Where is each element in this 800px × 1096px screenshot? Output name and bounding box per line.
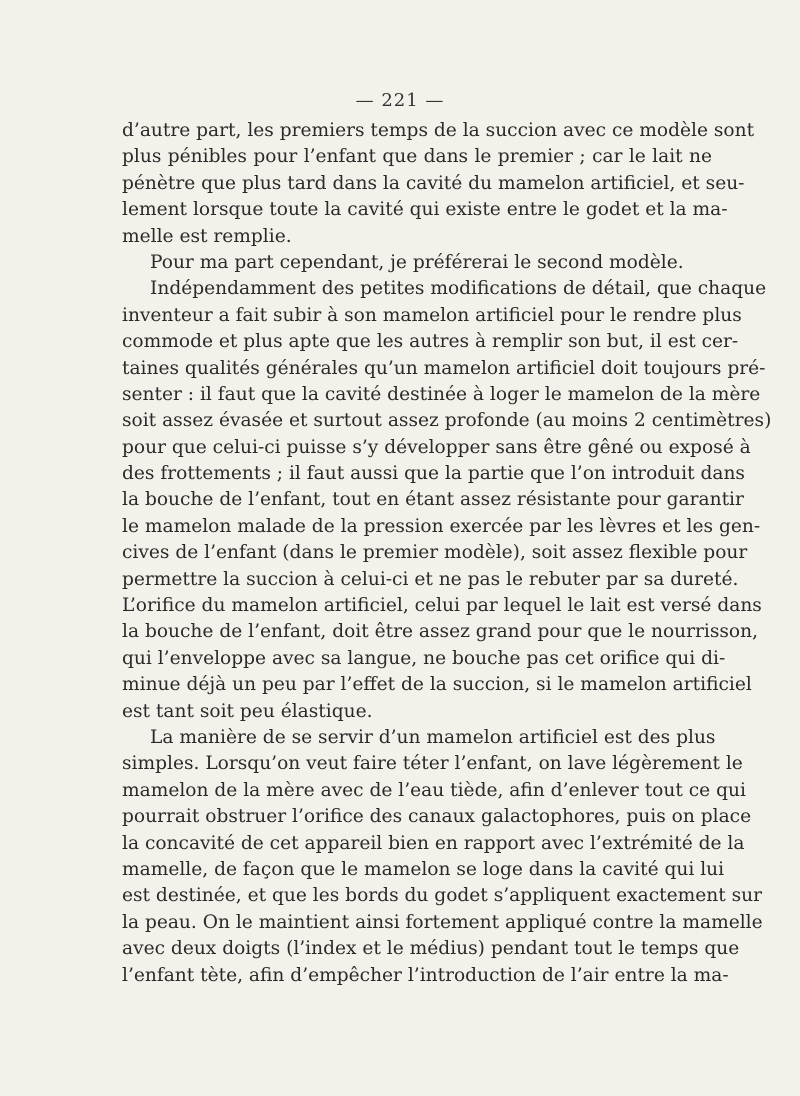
text-line: permettre la succion à celui-ci et ne pas le rebuter par sa dureté. (122, 568, 739, 590)
text-line: senter : il faut que la cavité destinée à loger le mamelon de la mère (122, 383, 761, 405)
text-line: d’autre part, les premiers temps de la succion avec ce modèle sont (122, 120, 755, 141)
text-line: la bouche de l’enfant, doit être assez grand pour que le nourrisson, (122, 621, 759, 643)
text-line: plus pénibles pour l’enfant que dans le premier ; car le lait ne (122, 146, 712, 168)
text-line: qui l’enveloppe avec sa langue, ne bouche pas cet orifice qui di- (122, 647, 726, 669)
text-line: pour que celui-ci puisse s’y développer sans être gêné ou exposé à (122, 436, 751, 458)
text-line: La manière de se servir d’un mamelon artificiel est des plus (150, 726, 716, 748)
text-line: pourrait obstruer l’orifice des canaux galactophores, puis on place (122, 806, 752, 828)
text-line: minue déjà un peu par l’effet de la succion, si le mamelon artificiel (122, 674, 752, 696)
text-line: melle est remplie. (122, 225, 292, 247)
body-text (122, 118, 772, 989)
text-line: des frottements ; il faut aussi que la partie que l’on introduit dans (122, 463, 745, 485)
text-line: mamelon de la mère avec de l’eau tiède, afin d’enlever tout ce qui (122, 779, 746, 801)
text-line: soit assez évasée et surtout assez profonde (au moins 2 centimètres) (122, 410, 772, 432)
text-line: est destinée, et que les bords du godet s’appliquent exactement sur (122, 885, 763, 907)
text-line: le mamelon malade de la pression exercée par les lèvres et les gen- (122, 515, 761, 537)
text-line: inventeur a fait subir à son mamelon artificiel pour le rendre plus (122, 304, 742, 326)
text-line: lement lorsque toute la cavité qui existe entre le godet et la ma- (122, 199, 728, 221)
text-line: la concavité de cet appareil bien en rapport avec l’extrémité de la (122, 832, 745, 854)
text-line: cives de l’enfant (dans le premier modèle), soit assez flexible pour (122, 542, 748, 564)
text-line: la bouche de l’enfant, tout en étant assez résistante pour garantir (122, 489, 744, 511)
text-line: taines qualités générales qu’un mamelon artificiel doit toujours pré- (122, 357, 766, 379)
page-number: — 221 — (355, 90, 445, 111)
text-line: la peau. On le maintient ainsi fortement appliqué contre la mamelle (122, 911, 763, 933)
text-line: Pour ma part cependant, je préférerai le second modèle. (150, 251, 684, 273)
text-line: pénètre que plus tard dans la cavité du mamelon artificiel, et seu- (122, 172, 745, 194)
text-line: est tant soit peu élastique. (122, 700, 373, 722)
text-line: L’orifice du mamelon artificiel, celui par lequel le lait est versé dans (122, 595, 762, 617)
text-line: simples. Lorsqu’on veut faire téter l’enfant, on lave légèrement le (122, 753, 743, 775)
text-line: mamelle, de façon que le mamelon se loge dans la cavité qui lui (122, 858, 725, 880)
text-line: avec deux doigts (l’index et le médius) pendant tout le temps que (122, 938, 740, 960)
text-line: Indépendamment des petites modifications de détail, que chaque (150, 278, 767, 300)
text-line: l’enfant tète, afin d’empêcher l’introduction de l’air entre la ma- (122, 964, 729, 986)
text-line: commode et plus apte que les autres à remplir son but, il est cer- (122, 331, 739, 353)
